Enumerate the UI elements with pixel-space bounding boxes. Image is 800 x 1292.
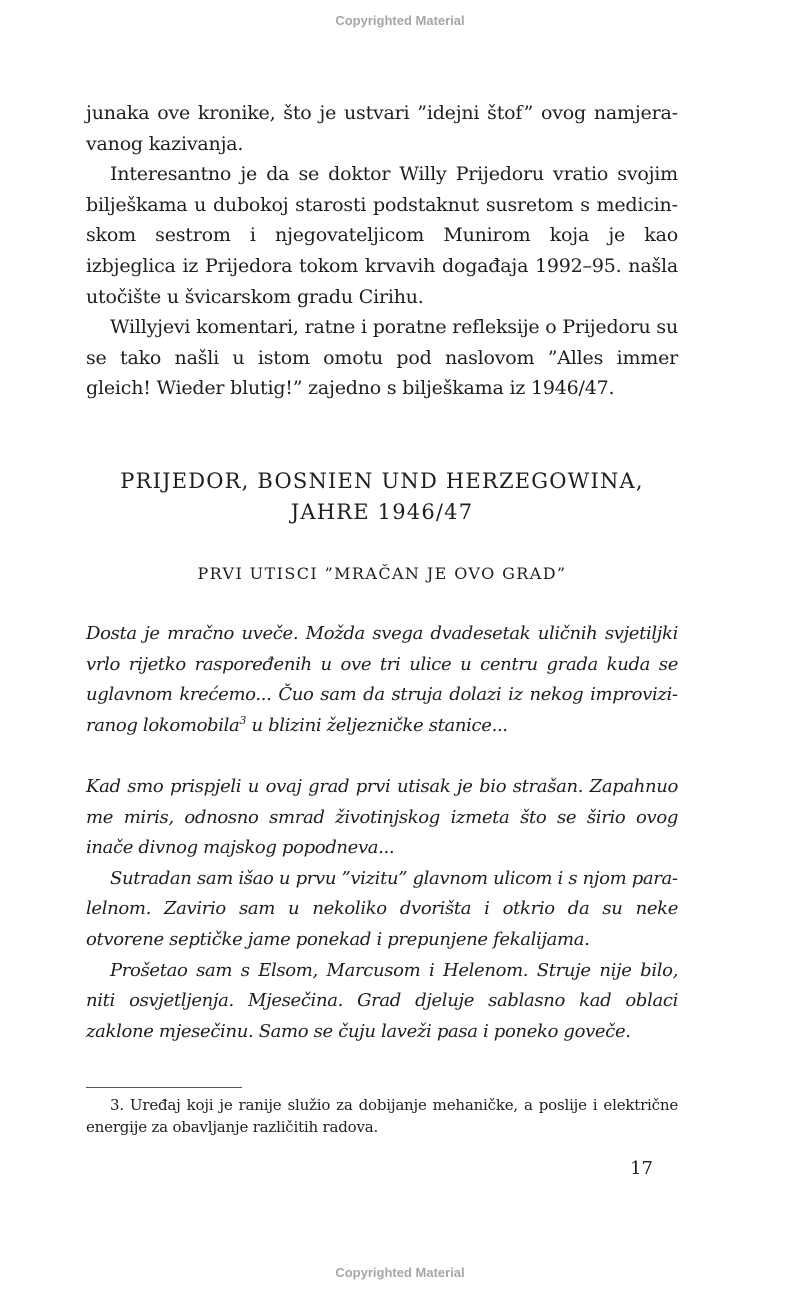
- intro-paragraph-2: Interesantno je da se doktor Willy Prijedoru vratio svojim bilješkama u dubokoj starosti podstaknut susretom s medicinskom sestrom i njegovateljicom Munirom koja je kao izbjeglica iz Prijedora tokom krvavih događaja 1992–95. našla utočište u švicarskom gradu Cirihu.: [86, 163, 678, 308]
- page-number: 17: [630, 1158, 653, 1179]
- diary-paragraph-3: Sutradan sam išao u prvu ”vizitu” glavnom ulicom i s njom paralelnom. Zavirio sam u nekoliko dvorišta i otkrio da su neke otvorene septičke jame ponekad i prepunjene fekalijama.: [86, 867, 678, 950]
- intro-text-block: [86, 98, 678, 404]
- diary-paragraph-1-text: Dosta je mračno uveče. Možda svega dvadesetak uličnih svjetiljki vrlo rijetko raspoređenih u ove tri ulice u centru grada kuda se uglavnom krećemo... Čuo sam da struja dolazi iz nekog improviziranog lokomobila: [86, 623, 678, 736]
- diary-paragraph-1-tail: u blizini željezničke stanice...: [246, 714, 508, 736]
- diary-paragraph-1: [86, 619, 678, 741]
- footnote-divider: [86, 1087, 242, 1088]
- intro-paragraph-1: junaka ove kronike, što je ustvari ”idejni štof” ovog namjeravanog kazivanja.: [86, 102, 678, 155]
- intro-paragraph-3: Willyjevi komentari, ratne i poratne refleksije o Prijedoru su se tako našli u istom omotu pod naslovom ”Alles immer gleich! Wieder blutig!” zajedno s bilješkama iz 1946/47.: [86, 316, 678, 400]
- chapter-title: [86, 466, 678, 528]
- section-title: PRVI UTISCI ”MRAČAN JE OVO GRAD”: [197, 564, 567, 583]
- diary-entry-block-2: [86, 772, 678, 1047]
- footnote-reference: 3: [239, 713, 247, 727]
- chapter-title-line-1: PRIJEDOR, BOSNIEN UND HERZEGOWINA,: [120, 469, 644, 493]
- chapter-title-line-2: JAHRE 1946/47: [290, 500, 474, 524]
- copyright-watermark-bottom: Copyrighted Material: [335, 1265, 465, 1280]
- copyright-watermark-top: Copyrighted Material: [335, 13, 465, 28]
- footnote-text: 3. Uređaj koji je ranije služio za dobijanje mehaničke, a poslije i električne energije za obavljanje različitih radova.: [86, 1096, 678, 1136]
- diary-paragraph-4: Prošetao sam s Elsom, Marcusom i Helenom. Struje nije bilo, niti osvjetljenja. Mjesečina. Grad djeluje sablasno kad oblaci zaklone mjesečinu. Samo se čuju laveži pasa i poneko goveče.: [86, 959, 678, 1042]
- footnote: [86, 1094, 678, 1138]
- diary-paragraph-2: Kad smo prispjeli u ovaj grad prvi utisak je bio strašan. Zapahnuo me miris, odnosno smrad životinjskog izmeta što se širio ovog inače divnog majskog popodneva...: [86, 776, 678, 859]
- diary-entry-block-1: [86, 619, 678, 741]
